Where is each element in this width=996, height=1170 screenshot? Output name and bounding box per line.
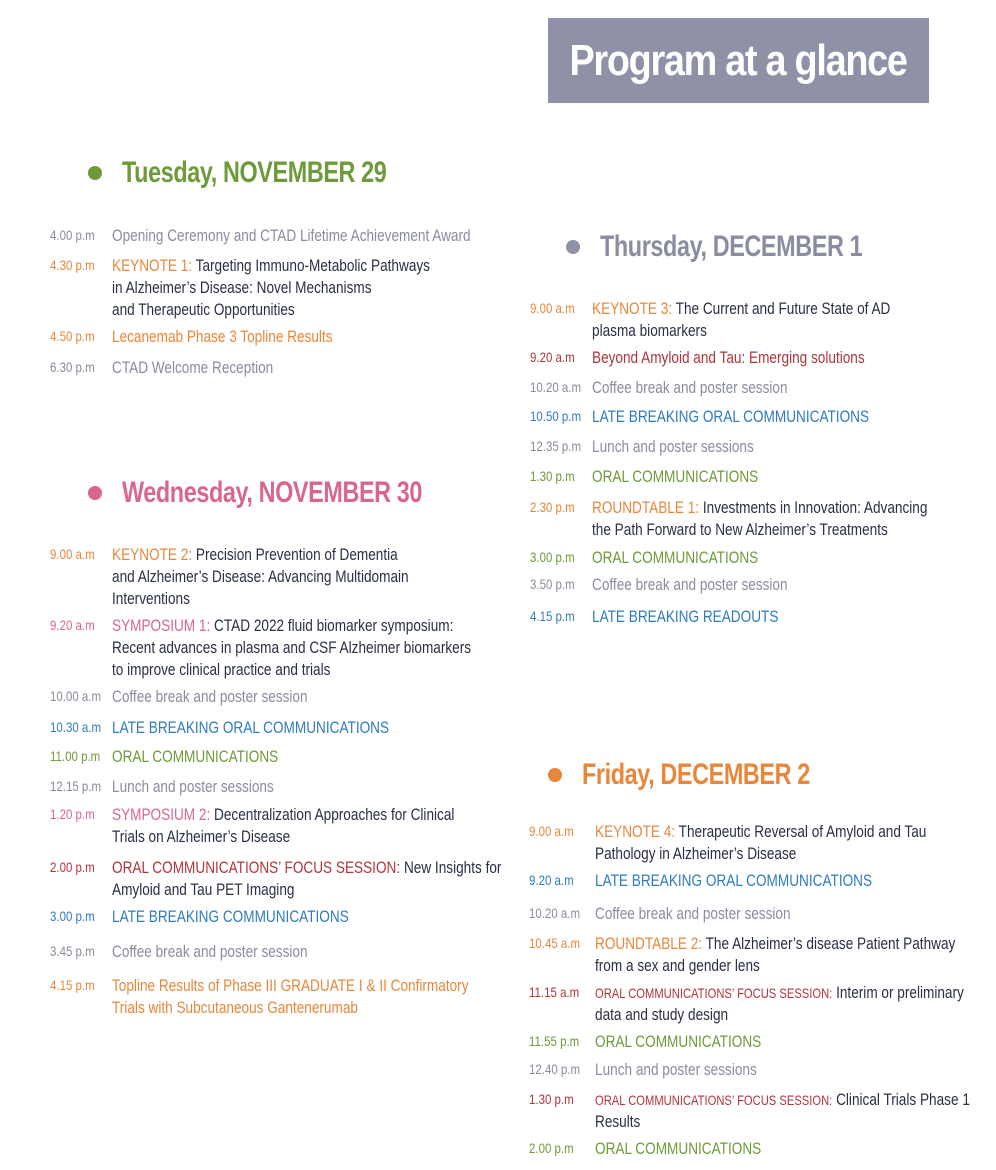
entry-time: 3.45 p.m [50, 943, 95, 959]
entry-time: 12.35 p.m [530, 438, 582, 454]
entry-text: CTAD Welcome Reception [112, 358, 274, 377]
entry-label: KEYNOTE 2: [112, 545, 193, 564]
entry-time: 11.00 p.m [50, 748, 101, 764]
entry-text: ORAL COMMUNICATIONS’ FOCUS SESSION: Interim or preliminary data and study design [595, 983, 964, 1024]
entry-text: ROUNDTABLE 2: The Alzheimer’s disease Patient Pathway from a sex and gender lens [595, 934, 956, 975]
entry-time: 1.30 p.m [529, 1091, 574, 1107]
day-heading-friday [548, 758, 874, 792]
entry-label: KEYNOTE 4: [595, 822, 676, 841]
entry-text: LATE BREAKING ORAL COMMUNICATIONS [592, 407, 870, 426]
entry-text: Lunch and poster sessions [595, 1060, 757, 1079]
entry-text: Lecanemab Phase 3 Topline Results [112, 327, 333, 346]
entry-text: KEYNOTE 2: Precision Prevention of Dementia and Alzheimer’s Disease: Advancing Multidomain Interventions [112, 545, 409, 608]
entry-label: SYMPOSIUM 2: [112, 805, 211, 824]
day-heading-thursday [566, 230, 936, 264]
entry-text: Lunch and poster sessions [112, 777, 274, 796]
entry-time: 9.00 a.m [530, 300, 575, 316]
entry-label: SYMPOSIUM 1: [112, 616, 211, 635]
entry-time: 9.20 a.m [530, 349, 575, 365]
entry-text: ORAL COMMUNICATIONS [592, 548, 759, 567]
entry-text: KEYNOTE 1: Targeting Immuno-Metabolic Pathways in Alzheimer’s Disease: Novel Mechanisms and Therapeutic Opportunities [112, 256, 430, 319]
entry-text: ORAL COMMUNICATIONS [595, 1032, 762, 1051]
bullet-dot-icon [566, 240, 580, 254]
day-title: Wednesday, NOVEMBER 30 [122, 476, 423, 509]
entry-text: Coffee break and poster session [595, 904, 791, 923]
entry-text: KEYNOTE 4: Therapeutic Reversal of Amyloid and Tau Pathology in Alzheimer’s Disease [595, 822, 927, 863]
entry-text: Lunch and poster sessions [592, 437, 754, 456]
page-title: Program at a glance [569, 35, 908, 85]
entry-time: 3.00 p.m [530, 549, 575, 565]
entry-text: LATE BREAKING COMMUNICATIONS [112, 907, 349, 926]
entry-label: KEYNOTE 3: [592, 299, 673, 318]
entry-text: Coffee break and poster session [112, 942, 308, 961]
entry-time: 4.50 p.m [50, 328, 95, 344]
entry-text: SYMPOSIUM 1: CTAD 2022 fluid biomarker symposium: Recent advances in plasma and CSF Alzheimer biomarkers to improve clinical practice and trials [112, 616, 472, 679]
entry-text: ROUNDTABLE 1: Investments in Innovation: Advancing the Path Forward to New Alzheimer’s Treatments [592, 498, 928, 539]
entry-time: 10.20 a.m [530, 379, 582, 395]
entry-time: 2.00 p.m [50, 859, 95, 875]
entry-text: LATE BREAKING ORAL COMMUNICATIONS [112, 718, 390, 737]
entry-text: Opening Ceremony and CTAD Lifetime Achievement Award [112, 226, 471, 245]
entry-time: 10.30 a.m [50, 719, 102, 735]
page-title-banner [548, 18, 929, 103]
entry-time: 4.15 p.m [50, 977, 95, 993]
entry-time: 4.00 p.m [50, 227, 95, 243]
bullet-dot-icon [88, 486, 102, 500]
entry-label: ORAL COMMUNICATIONS’ FOCUS SESSION: [595, 985, 833, 1001]
entry-text: Coffee break and poster session [112, 687, 308, 706]
entry-time: 12.15 p.m [50, 778, 102, 794]
entry-text: Coffee break and poster session [592, 378, 788, 397]
entry-time: 9.20 a.m [50, 617, 95, 633]
entry-text: LATE BREAKING READOUTS [592, 607, 779, 626]
entry-label: ROUNDTABLE 1: [592, 498, 700, 517]
entry-label: KEYNOTE 1: [112, 256, 193, 275]
entry-label: ORAL COMMUNICATIONS’ FOCUS SESSION: [595, 1092, 833, 1108]
entry-time: 9.00 a.m [529, 823, 574, 839]
entry-text: ORAL COMMUNICATIONS’ FOCUS SESSION: Clinical Trials Phase 1 Results [595, 1090, 970, 1131]
entry-text: Beyond Amyloid and Tau: Emerging solutions [592, 348, 865, 367]
entry-text: LATE BREAKING ORAL COMMUNICATIONS [595, 871, 873, 890]
day-title: Friday, DECEMBER 2 [582, 758, 810, 791]
entry-label: ORAL COMMUNICATIONS’ FOCUS SESSION: [112, 858, 401, 877]
entry-time: 10.00 a.m [50, 688, 102, 704]
day-title: Thursday, DECEMBER 1 [600, 230, 863, 263]
entry-time: 10.20 a.m [529, 905, 581, 921]
bullet-dot-icon [548, 768, 562, 782]
entry-time: 2.00 p.m [529, 1140, 574, 1156]
entry-time: 2.30 p.m [530, 499, 575, 515]
entry-time: 4.15 p.m [530, 608, 575, 624]
bullet-dot-icon [88, 166, 102, 180]
entry-text: ORAL COMMUNICATIONS [112, 747, 279, 766]
entry-time: 1.20 p.m [50, 806, 95, 822]
entry-time: 3.50 p.m [530, 576, 575, 592]
entry-time: 11.55 p.m [529, 1033, 580, 1049]
entry-text: SYMPOSIUM 2: Decentralization Approaches for Clinical Trials on Alzheimer’s Disease [112, 805, 455, 846]
entry-time: 10.45 a.m [529, 935, 581, 951]
entry-time: 12.40 p.m [529, 1061, 581, 1077]
day-title: Tuesday, NOVEMBER 29 [122, 156, 387, 189]
entry-time: 6.30 p.m [50, 359, 95, 375]
entry-time: 9.20 a.m [529, 872, 574, 888]
entry-label: ROUNDTABLE 2: [595, 934, 703, 953]
entry-text: Coffee break and poster session [592, 575, 788, 594]
entry-time: 3.00 p.m [50, 908, 95, 924]
day-heading-tuesday [88, 156, 461, 190]
entry-time: 11.15 a.m [529, 984, 580, 1000]
entry-time: 1.30 p.m [530, 468, 575, 484]
entry-time: 4.30 p.m [50, 257, 95, 273]
entry-text: Topline Results of Phase III GRADUATE I & II Confirmatory Trials with Subcutaneous Gantenerumab [112, 976, 469, 1017]
entry-text: KEYNOTE 3: The Current and Future State of AD plasma biomarkers [592, 299, 891, 340]
entry-time: 9.00 a.m [50, 546, 95, 562]
entry-text: ORAL COMMUNICATIONS [592, 467, 759, 486]
entry-text: ORAL COMMUNICATIONS’ FOCUS SESSION: New Insights for Amyloid and Tau PET Imaging [112, 858, 502, 899]
entry-text: ORAL COMMUNICATIONS [595, 1139, 762, 1158]
day-heading-wednesday [88, 476, 507, 510]
entry-time: 10.50 p.m [530, 408, 582, 424]
